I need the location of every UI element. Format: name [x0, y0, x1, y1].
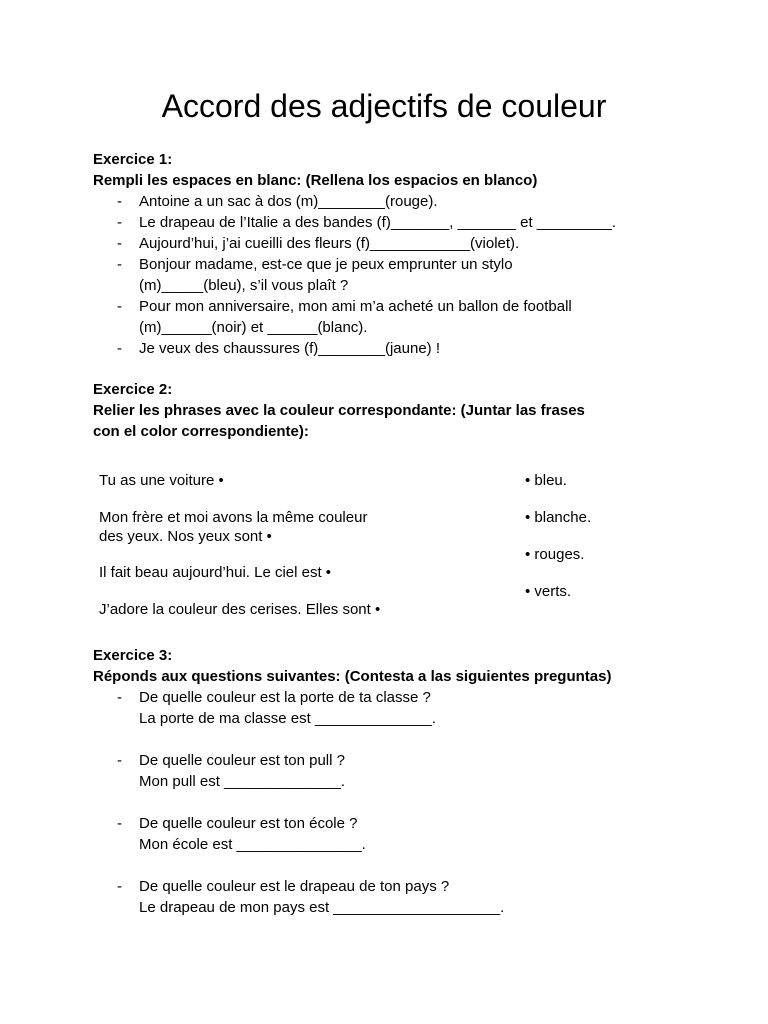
fill-sentence-continued: (m)_____(bleu), s’il vous plaît ? — [139, 277, 349, 294]
exercise-1-heading: Exercice 1: — [93, 151, 173, 168]
exercise-1 — [93, 149, 693, 359]
list-item — [93, 191, 693, 212]
fill-sentence: Le drapeau de l’Italie a des bandes (f)_______, _______ et _________. — [139, 214, 617, 231]
fill-sentence: Pour mon anniversaire, mon ami m’a acheté un ballon de football — [139, 298, 572, 315]
exercise-3-instruction: Réponds aux questions suivantes: (Contesta a las siguientes preguntas) — [93, 668, 612, 685]
list-dash: - — [117, 235, 122, 252]
fill-sentence: Je veux des chaussures (f)________(jaune) ! — [139, 340, 441, 357]
list-dash: - — [117, 340, 122, 357]
list-dash: - — [117, 298, 122, 315]
list-item — [93, 687, 693, 729]
match-left-3: Il fait beau aujourd’hui. Le ciel est • — [99, 564, 332, 581]
list-dash: - — [117, 214, 122, 231]
exercise-1-instruction: Rempli les espaces en blanc: (Rellena los espacios en blanco) — [93, 172, 538, 189]
exercise-2-instruction: Relier les phrases avec la couleur correspondante: (Juntar las frases — [93, 402, 585, 419]
question: De quelle couleur est ton pull ? — [139, 752, 345, 769]
answer-line: La porte de ma classe est ______________. — [139, 710, 436, 727]
match-left-2-continued: des yeux. Nos yeux sont • — [99, 527, 272, 545]
exercise-2-instruction-continued: con el color correspondiente): — [93, 423, 309, 440]
list-dash: - — [117, 815, 122, 832]
match-right-2: • blanche. — [525, 509, 592, 526]
fill-sentence: Bonjour madame, est-ce que je peux emprunter un stylo — [139, 256, 513, 273]
answer-line: Mon pull est ______________. — [139, 773, 346, 790]
match-left-2: Mon frère et moi avons la même couleur — [99, 509, 368, 526]
list-dash: - — [117, 256, 122, 273]
list-dash: - — [117, 752, 122, 769]
match-right-1: • bleu. — [525, 472, 567, 489]
fill-sentence: Antoine a un sac à dos (m)________(rouge). — [139, 193, 438, 210]
match-right-3: • rouges. — [525, 546, 585, 563]
list-dash: - — [117, 193, 122, 210]
list-item — [93, 876, 693, 918]
list-dash: - — [117, 878, 122, 895]
list-item — [93, 338, 693, 359]
fill-sentence: Aujourd’hui, j’ai cueilli des fleurs (f)____________(violet). — [139, 235, 520, 252]
exercise-3-heading: Exercice 3: — [93, 647, 173, 664]
list-item — [93, 296, 693, 338]
list-item — [93, 233, 693, 254]
question: De quelle couleur est ton école ? — [139, 815, 358, 832]
list-item — [93, 750, 693, 792]
fill-sentence-continued: (m)______(noir) et ______(blanc). — [139, 319, 368, 336]
list-item — [93, 254, 693, 296]
match-left-4: J’adore la couleur des cerises. Elles sont • — [99, 601, 381, 618]
list-dash: - — [117, 689, 122, 706]
exercise-2-heading: Exercice 2: — [93, 381, 173, 398]
match-right-4: • verts. — [525, 583, 572, 600]
page-title: Accord des adjectifs de couleur — [161, 88, 607, 124]
list-item — [93, 212, 693, 233]
exercise-2 — [93, 379, 693, 442]
list-item — [93, 813, 693, 855]
answer-line: Mon école est _______________. — [139, 836, 366, 853]
match-left-1: Tu as une voiture • — [99, 472, 224, 489]
question: De quelle couleur est le drapeau de ton pays ? — [139, 878, 450, 895]
answer-line: Le drapeau de mon pays est ____________________. — [139, 899, 505, 916]
question: De quelle couleur est la porte de ta classe ? — [139, 689, 431, 706]
exercise-3 — [93, 645, 693, 918]
